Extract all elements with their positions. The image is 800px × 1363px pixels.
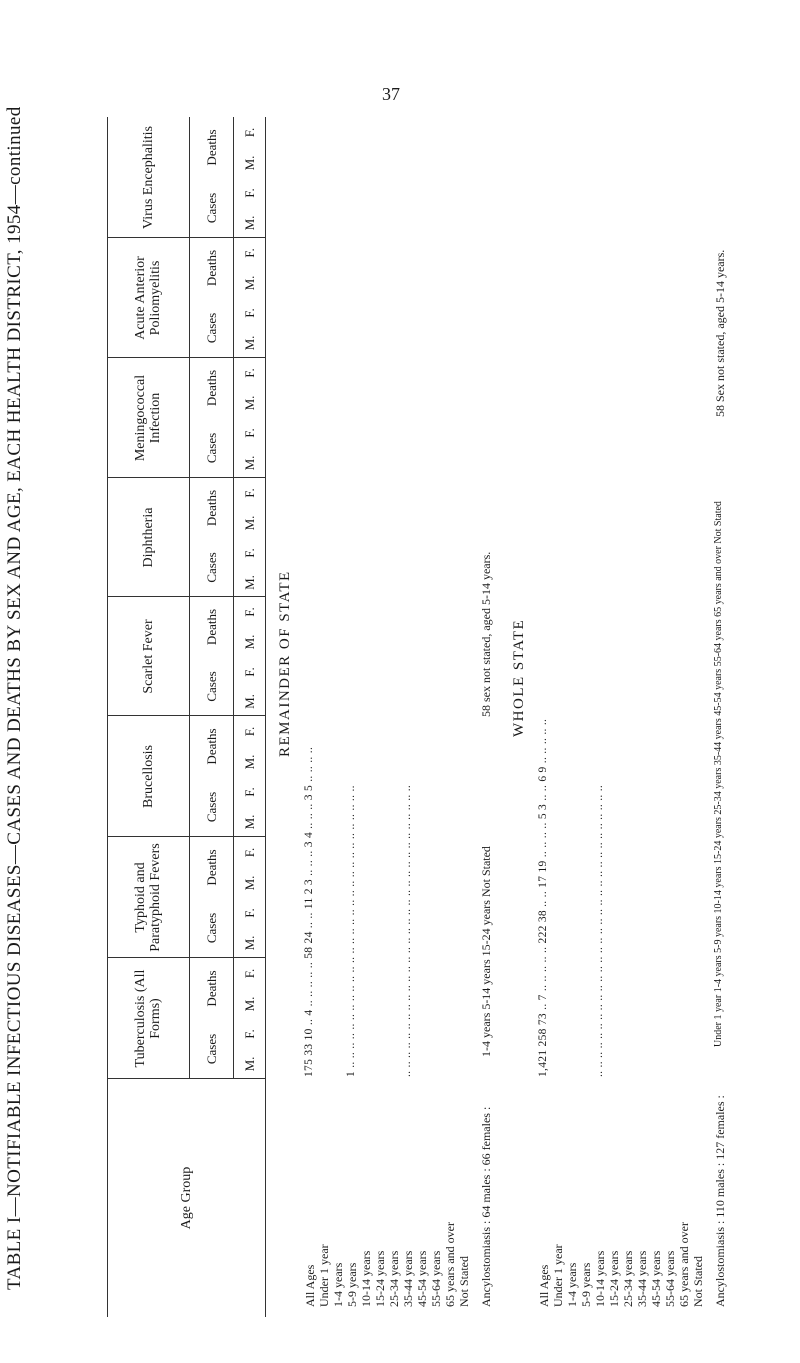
- m-header: M.: [241, 814, 257, 830]
- f-header: F.: [241, 188, 257, 198]
- age-label: 45-54 years: [649, 1250, 663, 1307]
- age-label: 35-44 years: [635, 1250, 649, 1307]
- deaths-header: Deaths: [203, 129, 219, 166]
- age-label: 10-14 years: [593, 1250, 607, 1307]
- age-label: 15-24 years: [373, 1250, 387, 1307]
- disease-header-encephalitis: Virus Encephalitis: [140, 126, 156, 229]
- cases-header: Cases: [203, 312, 219, 344]
- f-header: F.: [241, 548, 257, 558]
- f-header: F.: [241, 787, 257, 797]
- m-header: M.: [241, 215, 257, 231]
- f-header: F.: [241, 726, 257, 737]
- table-row: 1 .. .. .. .. .. .. .. .. .. .. .. .. .. .. .. .. .. .. .. .. .. .. .. .. .. .. .. .. .. ..: [345, 785, 357, 1077]
- cases-header: Cases: [203, 791, 219, 823]
- m-header: M.: [241, 455, 257, 471]
- f-header: F.: [241, 908, 257, 918]
- age-label: All Ages: [303, 1264, 317, 1307]
- age-label: 1-4 years: [331, 1262, 345, 1307]
- m-header: M.: [241, 996, 257, 1012]
- m-header: M.: [241, 515, 257, 531]
- deaths-header: Deaths: [203, 970, 219, 1007]
- m-header: M.: [241, 155, 257, 171]
- statistics-table: [107, 117, 747, 1317]
- cases-header: Cases: [203, 552, 219, 583]
- f-header: F.: [241, 968, 257, 979]
- header-bottom-rule: [265, 117, 266, 1317]
- age-label: 55-64 years: [429, 1250, 443, 1307]
- age-label: Not Stated: [691, 1256, 705, 1307]
- m-header: M.: [241, 335, 257, 351]
- disease-header-tuberculosis: Tuberculosis (All Forms): [133, 969, 163, 1068]
- age-label: All Ages: [537, 1264, 551, 1307]
- f-header: F.: [241, 488, 257, 498]
- footnote-ancylostomiasis: Ancylostomiasis : 64 males : 66 females :: [479, 1106, 493, 1307]
- footnote-ancylostomiasis: Ancylostomiasis : 110 males : 127 females :: [713, 1095, 727, 1307]
- m-header: M.: [241, 634, 257, 650]
- age-label: 55-64 years: [663, 1250, 677, 1307]
- m-header: M.: [241, 694, 257, 709]
- deaths-header: Deaths: [203, 489, 219, 527]
- footnote-sex-not-stated: 58 Sex not stated, aged 5-14 years.: [713, 249, 727, 417]
- section-label-remainder: REMAINDER OF STATE: [277, 570, 293, 757]
- deaths-header: Deaths: [203, 608, 219, 646]
- disease-header-poliomyelitis: Acute Anterior Poliomyelitis: [133, 256, 163, 340]
- deaths-header: Deaths: [203, 728, 219, 765]
- footnote-sex-not-stated: 58 sex not stated, aged 5-14 years.: [479, 551, 493, 717]
- age-group-header: Age Group: [178, 1166, 194, 1230]
- cases-header: Cases: [203, 912, 219, 944]
- f-header: F.: [241, 607, 257, 617]
- footnote-age-breakdown: Under 1 year 1-4 years 5-9 years 10-14 years 15-24 years 25-34 years 35-44 years 45-54 years 55-64 years 65 years and over Not Stated: [713, 501, 724, 1047]
- cases-header: Cases: [203, 1033, 219, 1065]
- deaths-header: Deaths: [203, 369, 219, 407]
- m-header: M.: [241, 395, 257, 411]
- f-header: F.: [241, 308, 257, 318]
- f-header: F.: [241, 1029, 257, 1039]
- table-row: 1,421 258 73 .. 7 .. .. .. .. .. 222 38 .. .. 17 19 .. .. .. .. 5 3 .. .. 6 9 .. .. .. .. ..: [537, 718, 549, 1077]
- f-header: F.: [241, 847, 257, 858]
- age-label: 5-9 years: [345, 1262, 359, 1307]
- m-header: M.: [241, 754, 257, 770]
- disease-header-scarlet-fever: Scarlet Fever: [140, 619, 156, 694]
- f-header: F.: [241, 428, 257, 438]
- deaths-header: Deaths: [203, 849, 219, 886]
- age-label: Under 1 year: [317, 1244, 331, 1307]
- m-header: M.: [241, 575, 257, 590]
- age-label: 25-34 years: [621, 1250, 635, 1307]
- disease-header-diphtheria: Diphtheria: [140, 507, 156, 568]
- section-label-whole-state: WHOLE STATE: [511, 618, 527, 737]
- age-label: 65 years and over: [677, 1222, 691, 1307]
- deaths-header: Deaths: [203, 249, 219, 287]
- age-label: Under 1 year: [551, 1244, 565, 1307]
- m-header: M.: [241, 1056, 257, 1072]
- cases-header: Cases: [203, 432, 219, 464]
- table-title: TABLE I—NOTIFIABLE INFECTIOUS DISEASES—CASES AND DEATHS BY SEX AND AGE, EACH HEALTH DISTRICT, 1954—continued: [4, 106, 25, 1290]
- disease-header-brucellosis: Brucellosis: [140, 745, 156, 808]
- table-row: .. .. .. .. .. .. .. .. .. .. .. .. .. .. .. .. .. .. .. .. .. .. .. .. .. .. .. .. .. .. ..: [593, 784, 605, 1077]
- f-header: F.: [241, 667, 257, 677]
- f-header: F.: [241, 368, 257, 378]
- age-label: 5-9 years: [579, 1262, 593, 1307]
- cases-header: Cases: [203, 192, 219, 224]
- f-header: F.: [241, 127, 257, 138]
- age-label: 1-4 years: [565, 1262, 579, 1307]
- m-header: M.: [241, 935, 257, 951]
- table-row: 175 33 10 .. 4 .. .. .. .. .. 58 24 .. .. 11 2 3 .. .. .. 3 4 .. .. .. 3 5 .. .. .. ..: [303, 746, 315, 1077]
- m-header: M.: [241, 275, 257, 291]
- age-label: 25-34 years: [387, 1250, 401, 1307]
- age-label: 45-54 years: [415, 1250, 429, 1307]
- cases-header: Cases: [203, 671, 219, 702]
- footnote-age-breakdown: 1-4 years 5-14 years 15-24 years Not Stated: [479, 846, 493, 1057]
- age-label: 65 years and over: [443, 1222, 457, 1307]
- age-label: 10-14 years: [359, 1250, 373, 1307]
- disease-header-typhoid: Typhoid and Paratyphoid Fevers: [133, 843, 163, 952]
- age-label: Not Stated: [457, 1256, 471, 1307]
- disease-header-meningococcal: Meningococcal Infection: [133, 374, 163, 462]
- m-header: M.: [241, 875, 257, 891]
- f-header: F.: [241, 248, 257, 258]
- page-number: 37: [382, 84, 400, 104]
- table-row: .. .. .. .. .. .. .. .. .. .. .. .. .. .. .. .. .. .. .. .. .. .. .. .. .. .. .. .. .. .. ..: [401, 784, 413, 1077]
- age-label: 35-44 years: [401, 1250, 415, 1307]
- age-label: 15-24 years: [607, 1250, 621, 1307]
